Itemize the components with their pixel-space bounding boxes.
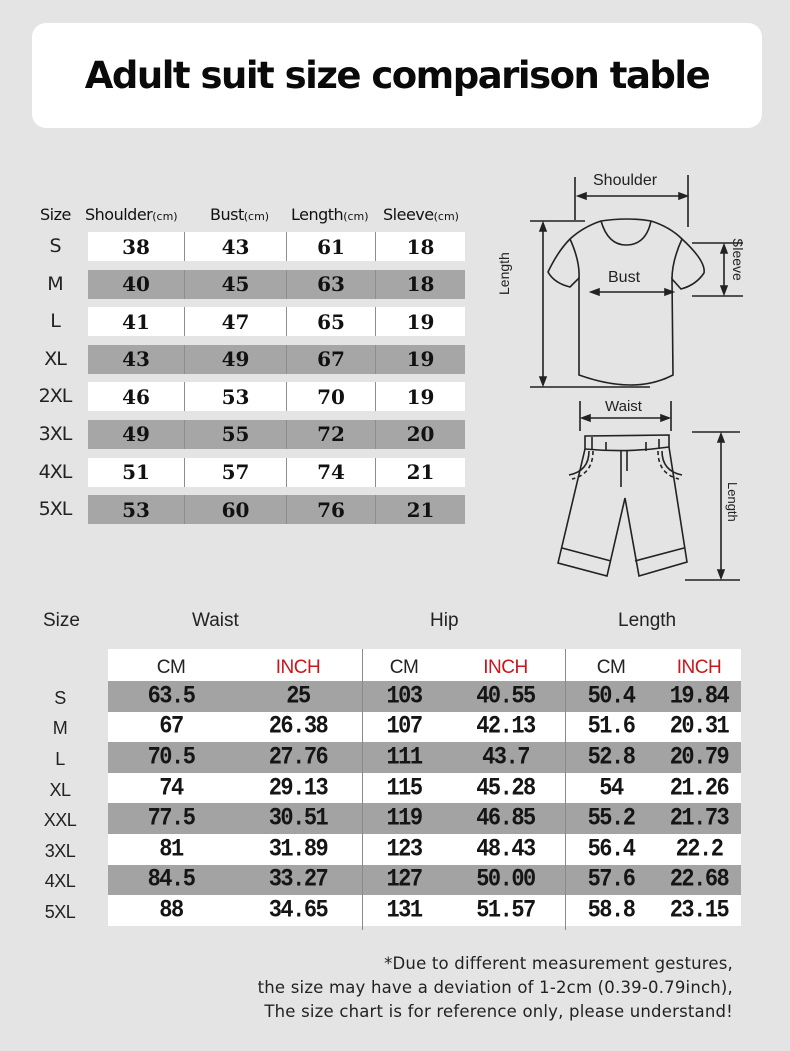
- sleeve-value: 21: [406, 460, 435, 485]
- waist-inch: 27.76: [268, 743, 328, 772]
- table-row: [40, 381, 466, 419]
- length-value: 72: [287, 420, 376, 449]
- header-length: Length(cm): [291, 205, 369, 224]
- table-row: [40, 344, 466, 382]
- length-inch: 20.79: [669, 743, 729, 772]
- hip-cm: 127: [386, 865, 422, 894]
- waist-cm: 84.5: [147, 865, 195, 894]
- shoulder-value: 43: [88, 345, 185, 374]
- waist-inch: 34.65: [268, 896, 328, 925]
- length-value: 70: [287, 382, 376, 411]
- table-row: [108, 681, 741, 712]
- length-cm: 52.8: [587, 743, 635, 772]
- length-inch: 22.68: [669, 865, 729, 894]
- unit-cm: CM: [389, 657, 419, 678]
- waist-cm: 77.5: [147, 804, 195, 833]
- waist-cm: 63.5: [147, 682, 195, 711]
- shoulder-value: 51: [88, 458, 185, 487]
- hip-cm: 111: [386, 743, 422, 772]
- footnote-line: the size may have a deviation of 1-2cm (0.39-0.79inch),: [257, 978, 733, 997]
- bust-value: 49: [185, 345, 287, 374]
- unit-inch: INCH: [676, 657, 722, 678]
- size-label: L: [55, 748, 65, 769]
- footnote-line: *Due to different measurement gestures,: [384, 954, 733, 973]
- waist-cm: 88: [159, 896, 183, 925]
- bust-value: 45: [185, 270, 287, 299]
- hip-cm: 131: [386, 896, 422, 925]
- length-cm: 50.4: [587, 682, 635, 711]
- bust-label: Bust: [608, 269, 641, 286]
- table-row: [40, 494, 466, 532]
- sleeve-label: Sleeve: [730, 238, 746, 281]
- shoulder-value: 53: [88, 495, 185, 524]
- size-label: 3XL: [38, 422, 72, 445]
- waist-inch: 29.13: [268, 774, 328, 803]
- header-size: Size: [40, 205, 71, 224]
- length-inch: 19.84: [669, 682, 729, 711]
- header-bust: Bust(cm): [210, 205, 270, 224]
- length-inch: 22.2: [675, 835, 723, 864]
- bust-value: 47: [185, 307, 287, 336]
- waist-inch: 33.27: [268, 865, 328, 894]
- length-inch: 20.31: [669, 712, 729, 741]
- waist-label: Waist: [605, 398, 642, 415]
- sleeve-value: 19: [406, 384, 435, 409]
- hip-inch: 40.55: [476, 682, 535, 711]
- length-cm: 51.6: [587, 712, 635, 741]
- table-row: [108, 773, 741, 804]
- top-size-table: [40, 231, 466, 532]
- bust-value: 55: [185, 420, 287, 449]
- table-row: [108, 742, 741, 773]
- table-row: [40, 231, 466, 269]
- table-row: [40, 269, 466, 307]
- hip-cm: 103: [386, 682, 422, 711]
- bottom-table-headers: [0, 610, 790, 636]
- waist-cm: 81: [159, 835, 183, 864]
- hip-inch: 42.13: [476, 712, 535, 741]
- sleeve-value: 18: [406, 272, 435, 297]
- length-value: 65: [287, 307, 376, 336]
- unit-cm: CM: [156, 657, 186, 678]
- unit-row: [108, 649, 741, 681]
- length-cm: 58.8: [587, 896, 635, 925]
- table-row: [108, 865, 741, 896]
- table-row: [108, 834, 741, 865]
- unit-inch: INCH: [483, 657, 528, 678]
- bust-value: 57: [185, 458, 287, 487]
- bust-value: 53: [185, 382, 287, 411]
- bottom-size-table: [108, 649, 741, 926]
- page-title: Adult suit size comparison table: [84, 54, 710, 97]
- table-row: [40, 306, 466, 344]
- shoulder-value: 46: [88, 382, 185, 411]
- sleeve-value: 19: [406, 309, 435, 334]
- waist-inch: 26.38: [268, 712, 328, 741]
- size-label: S: [54, 687, 66, 708]
- header-size: Size: [43, 610, 80, 631]
- waist-cm: 70.5: [147, 743, 195, 772]
- title-card: [32, 23, 762, 128]
- length-inch: 23.15: [669, 896, 729, 925]
- length-inch: 21.26: [669, 774, 729, 803]
- footnote: [258, 952, 733, 1024]
- sleeve-value: 19: [406, 347, 435, 372]
- hip-inch: 51.57: [476, 896, 535, 925]
- shoulder-value: 38: [88, 232, 185, 261]
- hip-cm: 119: [386, 804, 422, 833]
- hip-inch: 48.43: [476, 835, 535, 864]
- hip-inch: 50.00: [476, 865, 535, 894]
- top-table-headers: [0, 205, 480, 227]
- table-row: [108, 803, 741, 834]
- waist-cm: 67: [159, 712, 183, 741]
- size-label: L: [50, 310, 60, 333]
- hip-inch: 43.7: [482, 743, 529, 772]
- header-shoulder: Shoulder(cm): [85, 205, 178, 224]
- bottom-size-column: [35, 683, 85, 928]
- table-row: [108, 712, 741, 743]
- size-label: M: [47, 272, 63, 295]
- waist-inch: 31.89: [268, 835, 328, 864]
- header-hip: Hip: [430, 610, 459, 631]
- length-value: 67: [287, 345, 376, 374]
- size-label: XL: [49, 779, 71, 800]
- hip-cm: 123: [386, 835, 422, 864]
- size-label: 4XL: [38, 460, 72, 483]
- shorts-icon: [545, 395, 745, 585]
- size-label: S: [49, 235, 61, 257]
- header-sleeve: Sleeve(cm): [383, 205, 459, 224]
- sleeve-value: 21: [406, 497, 435, 522]
- size-label: 2XL: [38, 385, 72, 408]
- unit-cm: CM: [596, 657, 626, 678]
- waist-cm: 74: [159, 774, 183, 803]
- size-label: 5XL: [38, 498, 72, 521]
- length-value: 61: [287, 232, 376, 261]
- length-value: 74: [287, 458, 376, 487]
- length-value: 63: [287, 270, 376, 299]
- hip-cm: 107: [386, 712, 422, 741]
- bust-value: 60: [185, 495, 287, 524]
- waist-inch: 30.51: [268, 804, 328, 833]
- size-label: 5XL: [44, 901, 76, 922]
- unit-inch: INCH: [275, 657, 321, 678]
- shoulder-label: Shoulder: [593, 172, 658, 189]
- length-cm: 57.6: [587, 865, 635, 894]
- length-cm: 56.4: [587, 835, 635, 864]
- length-cm: 54: [599, 774, 623, 803]
- shorts-measurement-diagram: [545, 395, 745, 585]
- table-row: [108, 895, 741, 926]
- hip-cm: 115: [386, 774, 422, 803]
- waist-inch: 25: [286, 682, 310, 711]
- shoulder-value: 49: [88, 420, 185, 449]
- table-row: [40, 457, 466, 495]
- header-length: Length: [618, 610, 677, 631]
- sleeve-value: 18: [406, 234, 435, 259]
- shorts-length-label: Length: [725, 482, 740, 522]
- hip-inch: 45.28: [476, 774, 535, 803]
- size-label: XL: [44, 347, 66, 370]
- footnote-line: The size chart is for reference only, please understand!: [264, 1002, 733, 1021]
- length-inch: 21.73: [669, 804, 729, 833]
- length-value: 76: [287, 495, 376, 524]
- size-label: 3XL: [44, 840, 76, 861]
- sleeve-value: 20: [406, 422, 435, 447]
- header-waist: Waist: [192, 610, 239, 631]
- size-label: M: [52, 718, 68, 739]
- tshirt-measurement-diagram: [496, 165, 750, 390]
- size-label: XXL: [43, 810, 77, 831]
- shoulder-value: 40: [88, 270, 185, 299]
- length-cm: 55.2: [587, 804, 635, 833]
- shoulder-value: 41: [88, 307, 185, 336]
- bust-value: 43: [185, 232, 287, 261]
- hip-inch: 46.85: [476, 804, 535, 833]
- table-row: [40, 419, 466, 457]
- size-label: 4XL: [44, 871, 76, 892]
- length-label: Length: [496, 252, 512, 295]
